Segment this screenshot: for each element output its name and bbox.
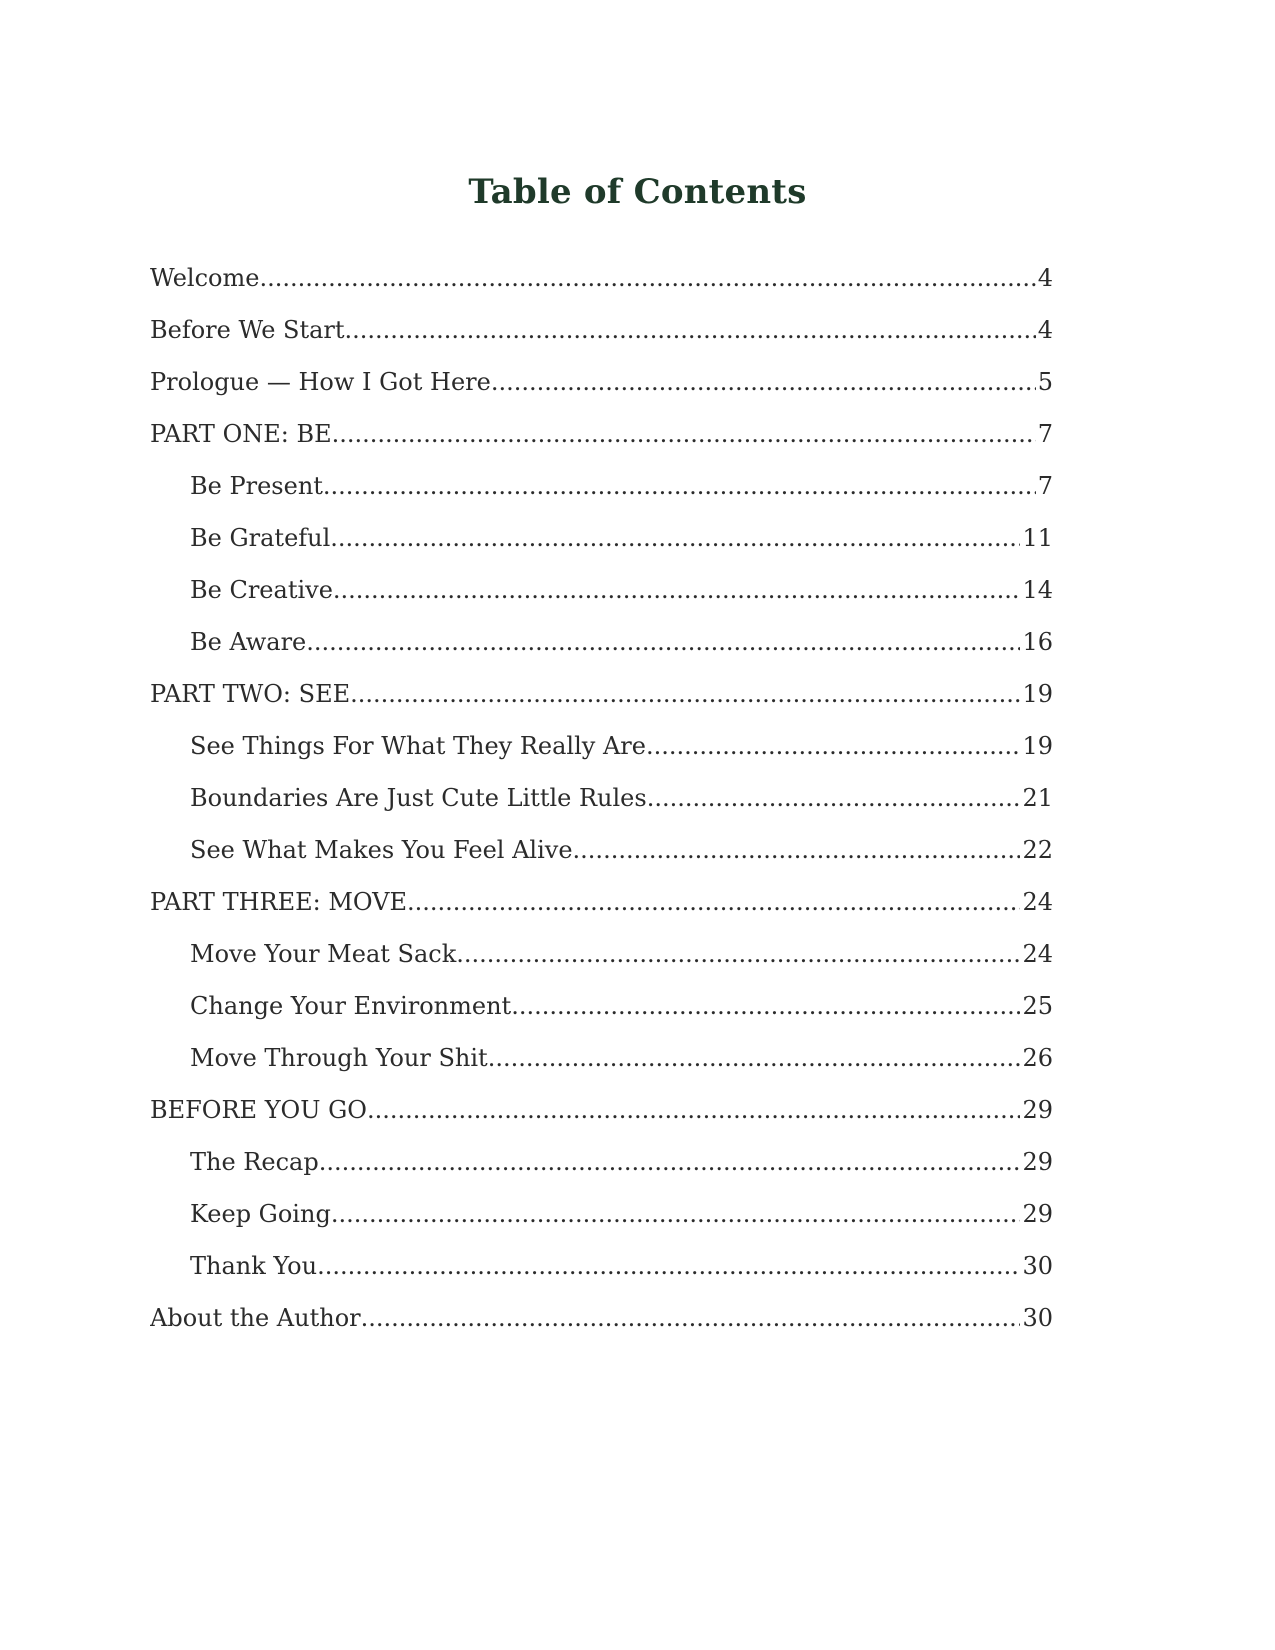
toc-entry[interactable] [150,575,1053,627]
toc-entry[interactable] [150,367,1053,419]
toc-entry-label: See Things For What They Really Are [190,732,646,760]
page-title: Table of Contents [468,172,807,212]
toc-entry-page-number: 4 [1037,316,1053,344]
toc-dot-leader [331,1199,1021,1229]
toc-entry-label: Before We Start [150,316,345,344]
toc-entry-label: PART TWO: SEE [150,680,351,708]
toc-entry-page-number: 25 [1022,992,1053,1020]
toc-entry[interactable] [150,887,1053,939]
toc-dot-leader [323,471,1036,501]
toc-entry-label: Be Grateful [190,524,331,552]
toc-entry-page-number: 7 [1037,472,1053,500]
toc-entry[interactable] [150,1095,1053,1147]
toc-entry-label: BEFORE YOU GO [150,1096,367,1124]
toc-entry-label: See What Makes You Feel Alive [190,836,573,864]
toc-dot-leader [456,939,1020,969]
toc-dot-leader [319,1147,1021,1177]
toc-entry[interactable] [150,1043,1053,1095]
toc-entry-page-number: 30 [1022,1304,1053,1332]
toc-dot-leader [367,1095,1021,1125]
toc-entry-page-number: 4 [1037,264,1053,292]
toc-dot-leader [259,263,1035,293]
toc-entry[interactable] [150,1147,1053,1199]
toc-entry-page-number: 29 [1022,1096,1053,1124]
toc-entry-label: Keep Going [190,1200,331,1228]
toc-dot-leader [345,315,1036,345]
toc-entry[interactable] [150,939,1053,991]
toc-entry-label: The Recap [190,1148,319,1176]
toc-dot-leader [573,835,1021,865]
toc-entry-page-number: 29 [1022,1148,1053,1176]
toc-entry[interactable] [150,991,1053,1043]
toc-entry-page-number: 24 [1022,888,1053,916]
toc-entry-label: Move Your Meat Sack [190,940,457,968]
toc-entry[interactable] [150,783,1053,835]
toc-entry-page-number: 22 [1022,836,1053,864]
toc-entry[interactable] [150,1199,1053,1251]
toc-entry[interactable] [150,731,1053,783]
toc-entry[interactable] [150,471,1053,523]
toc-entry-page-number: 29 [1022,1200,1053,1228]
toc-entry[interactable] [150,835,1053,887]
toc-entry[interactable] [150,419,1053,471]
toc-dot-leader [361,1303,1021,1333]
toc-entry-label: PART ONE: BE [150,420,332,448]
toc-dot-leader [488,1043,1021,1073]
toc-entry-label: About the Author [150,1304,361,1332]
toc-entry-label: Be Creative [190,576,333,604]
toc-entry-page-number: 5 [1037,368,1053,396]
toc-entry[interactable] [150,1303,1053,1355]
toc-dot-leader [407,887,1020,917]
toc-dot-leader [332,419,1036,449]
toc-entry-page-number: 21 [1022,784,1053,812]
toc-entry-label: Boundaries Are Just Cute Little Rules [190,784,647,812]
toc-dot-leader [317,1251,1020,1281]
toc-list [150,263,1053,1355]
toc-dot-leader [333,575,1021,605]
toc-entry-label: Change Your Environment [190,992,512,1020]
toc-entry-label: PART THREE: MOVE [150,888,408,916]
toc-dot-leader [330,523,1020,553]
toc-entry-page-number: 11 [1022,524,1053,552]
toc-dot-leader [491,367,1036,397]
toc-dot-leader [646,731,1020,761]
toc-entry-page-number: 14 [1022,576,1053,604]
toc-dot-leader [511,991,1020,1021]
toc-entry-page-number: 19 [1022,732,1053,760]
toc-entry[interactable] [150,627,1053,679]
toc-entry[interactable] [150,263,1053,315]
toc-entry-page-number: 19 [1022,680,1053,708]
toc-entry-label: Be Aware [190,628,307,656]
toc-entry-page-number: 16 [1022,628,1053,656]
toc-entry-label: Be Present [190,472,323,500]
toc-entry-label: Prologue — How I Got Here [150,368,491,396]
toc-entry[interactable] [150,315,1053,367]
toc-entry-label: Welcome [150,264,260,292]
toc-entry-page-number: 30 [1022,1252,1053,1280]
toc-dot-leader [647,783,1021,813]
toc-entry-label: Thank You [190,1252,318,1280]
toc-entry[interactable] [150,1251,1053,1303]
toc-entry-page-number: 7 [1037,420,1053,448]
toc-entry-label: Move Through Your Shit [190,1044,488,1072]
toc-entry[interactable] [150,523,1053,575]
toc-entry-page-number: 26 [1022,1044,1053,1072]
toc-entry-page-number: 24 [1022,940,1053,968]
toc-dot-leader [350,679,1020,709]
toc-entry[interactable] [150,679,1053,731]
toc-dot-leader [306,627,1020,657]
